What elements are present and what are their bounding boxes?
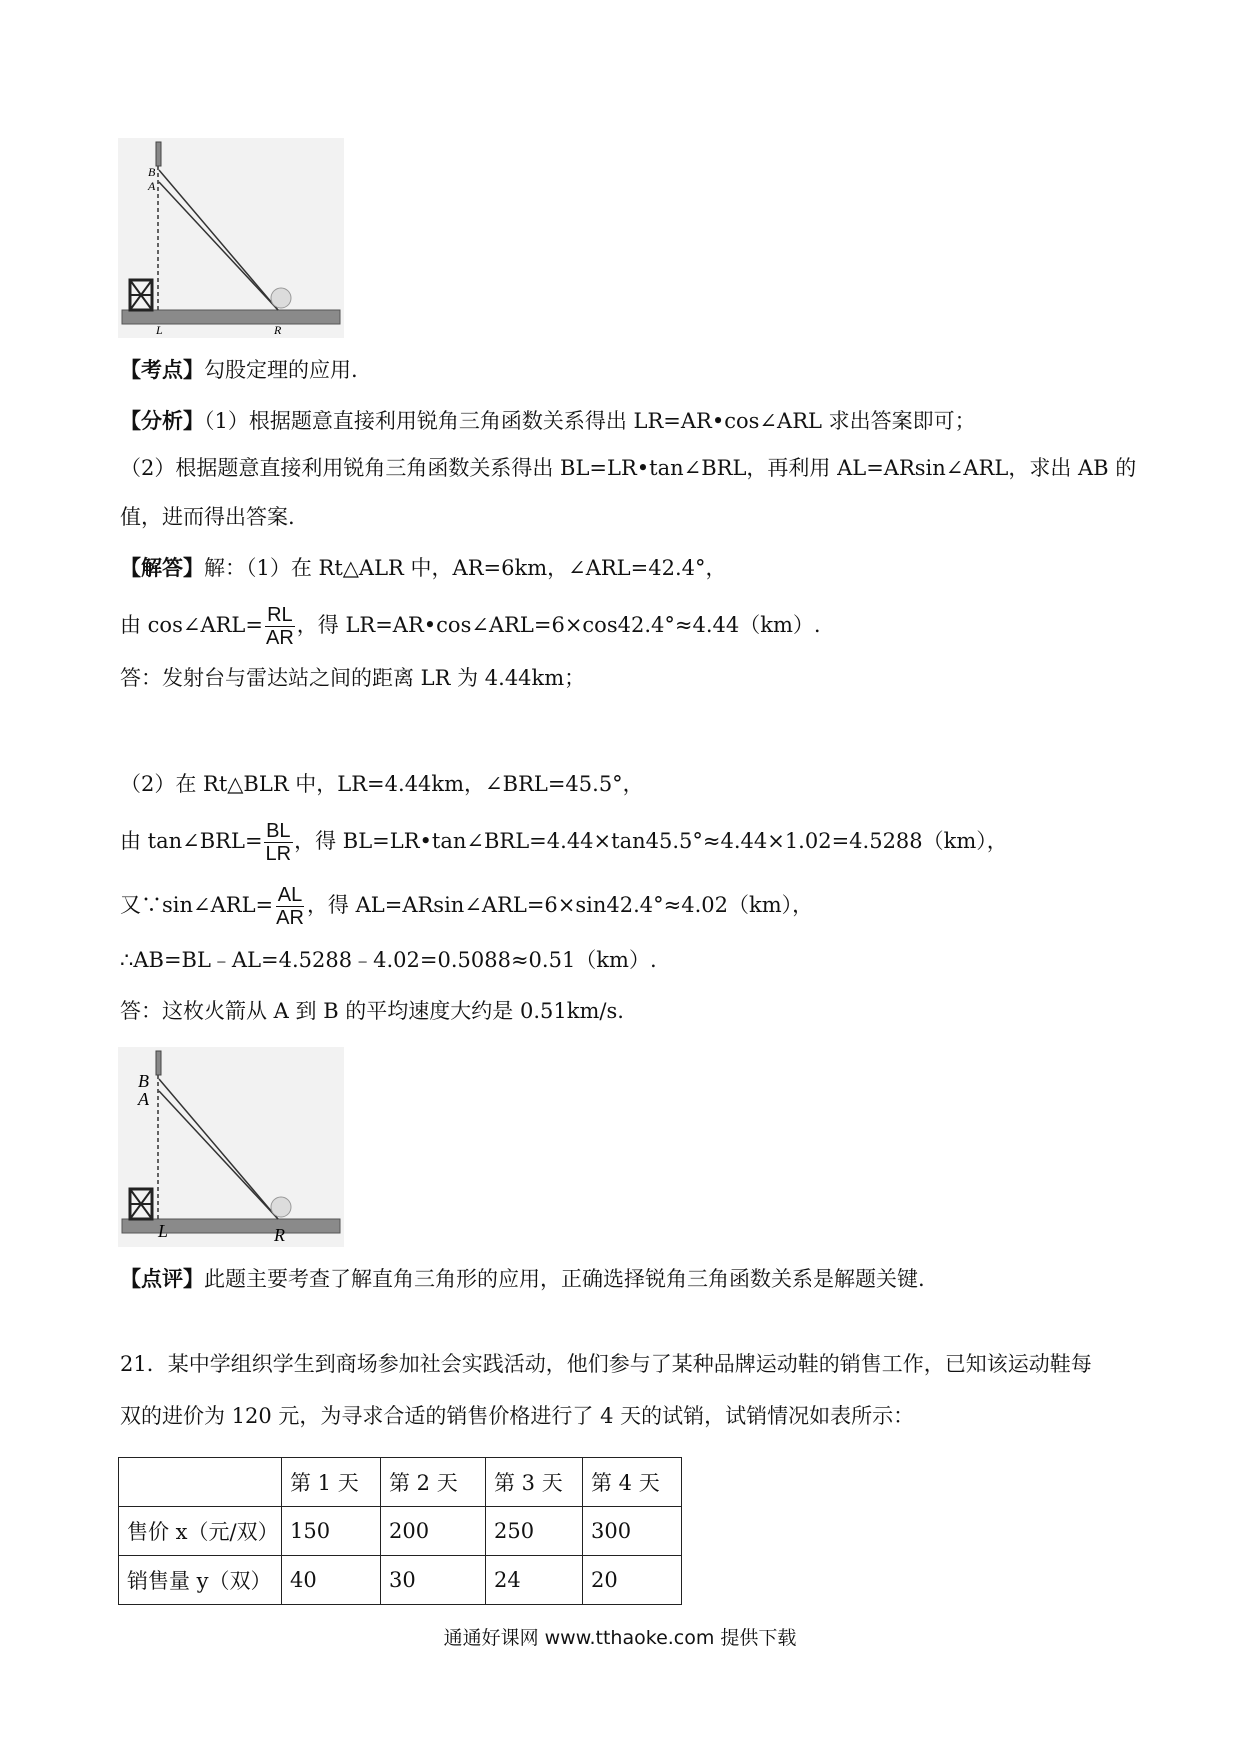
jieda-line-3: 答：发射台与雷达站之间的距离 LR 为 4.44km； — [120, 666, 586, 690]
kaodian-line — [120, 355, 358, 385]
radar-rocket-figure-1 — [118, 138, 344, 338]
fraction-numerator: BL — [266, 820, 291, 842]
label-b: B — [138, 1071, 149, 1091]
dianping-tag: 【点评】 — [120, 1266, 204, 1291]
label-l: L — [158, 1221, 169, 1241]
label-b: B — [148, 165, 156, 179]
kaodian-tag: 【考点】 — [120, 357, 204, 382]
radar-dish-icon — [271, 1197, 291, 1217]
fraction-al-ar — [274, 884, 306, 929]
fraction-numerator: RL — [267, 604, 293, 626]
fraction-denominator: AR — [276, 907, 304, 929]
radar-rocket-figure-2 — [118, 1047, 344, 1247]
jieda-line-8: 答：这枚火箭从 A 到 B 的平均速度大约是 0.51km/s. — [120, 999, 624, 1023]
label-a: A — [138, 1089, 149, 1109]
table-header-row — [119, 1458, 682, 1507]
fenxi-line-1 — [120, 406, 976, 436]
table-cell: 24 — [486, 1556, 583, 1605]
jieda-line-2 — [120, 604, 821, 649]
jieda-text-1: 解：（1）在 Rt△ALR 中，AR=6km，∠ARL=42.4°， — [204, 556, 727, 580]
rocket-icon — [156, 1051, 161, 1075]
table-cell: 20 — [583, 1556, 682, 1605]
table-header-cell: 第 1 天 — [282, 1458, 381, 1507]
table-cell: 200 — [381, 1507, 486, 1556]
jieda-line-6 — [120, 884, 813, 929]
page-footer: 通通好课网 www.tthaoke.com 提供下载 — [443, 1627, 797, 1649]
label-a: A — [148, 179, 156, 193]
jieda-line-7: ∴AB=BL﹣AL=4.5288﹣4.02=0.5088≈0.51（km）. — [120, 948, 657, 972]
dianping-text: 此题主要考查了解直角三角形的应用，正确选择锐角三角函数关系是解题关键. — [204, 1267, 925, 1291]
fraction-denominator: AR — [265, 627, 294, 649]
dianping-line — [120, 1264, 925, 1294]
jieda-line-2-post: ，得 LR=AR•cos∠ARL=6×cos42.4°≈4.44（km）. — [296, 613, 821, 637]
jieda-line-1 — [120, 553, 726, 583]
label-r: R — [274, 1225, 285, 1245]
table-cell: 150 — [282, 1507, 381, 1556]
table-cell: 250 — [486, 1507, 583, 1556]
jieda-line-5-pre: 由 tan∠BRL= — [120, 829, 263, 853]
table-cell: 40 — [282, 1556, 381, 1605]
jieda-line-2-pre: 由 cos∠ARL= — [120, 613, 263, 637]
jieda-line-6-post: ，得 AL=ARsin∠ARL=6×sin42.4°≈4.02（km）， — [306, 893, 814, 917]
table-cell: 300 — [583, 1507, 682, 1556]
table-header-cell: 第 3 天 — [486, 1458, 583, 1507]
question-21-line-1: 21．某中学组织学生到商场参加社会实践活动，他们参与了某种品牌运动鞋的销售工作，已知该运动鞋每 — [120, 1352, 1092, 1376]
jieda-line-6-pre: 又∵sin∠ARL= — [120, 893, 274, 917]
fraction-rl-ar — [264, 604, 296, 649]
jieda-line-4: （2）在 Rt△BLR 中，LR=4.44km，∠BRL=45.5°， — [120, 772, 644, 796]
fraction-numerator: AL — [277, 884, 303, 906]
fenxi-line-2: （2）根据题意直接利用锐角三角函数关系得出 BL=LR•tan∠BRL，再利用 AL=ARsin∠ARL，求出 AB 的 — [120, 456, 1137, 480]
question-21-line-2: 双的进价为 120 元，为寻求合适的销售价格进行了 4 天的试销，试销情况如表所示： — [120, 1404, 915, 1428]
table-header-cell: 第 4 天 — [583, 1458, 682, 1507]
kaodian-text: 勾股定理的应用. — [204, 358, 358, 382]
radar-dish-icon — [271, 288, 291, 308]
table-header-cell — [119, 1458, 282, 1507]
label-l: L — [156, 323, 163, 337]
fenxi-text-1: （1）根据题意直接利用锐角三角函数关系得出 LR=AR•cos∠ARL 求出答案即可； — [204, 409, 976, 433]
table-header-cell: 第 2 天 — [381, 1458, 486, 1507]
fraction-denominator: LR — [265, 843, 292, 865]
label-r: R — [274, 323, 282, 337]
rocket-icon — [156, 142, 161, 166]
table-cell: 销售量 y（双） — [119, 1556, 282, 1605]
jieda-line-5-post: ，得 BL=LR•tan∠BRL=4.44×tan45.5°≈4.44×1.02=4.5288（km）， — [294, 829, 1008, 853]
fenxi-line-3: 值，进而得出答案. — [120, 505, 295, 529]
fraction-bl-lr — [264, 820, 294, 865]
table-row — [119, 1556, 682, 1605]
table-row — [119, 1507, 682, 1556]
jieda-tag: 【解答】 — [120, 555, 204, 580]
jieda-line-5 — [120, 820, 1008, 865]
sales-table — [118, 1457, 682, 1605]
fenxi-tag: 【分析】 — [120, 408, 204, 433]
table-cell: 售价 x（元/双） — [119, 1507, 282, 1556]
table-cell: 30 — [381, 1556, 486, 1605]
